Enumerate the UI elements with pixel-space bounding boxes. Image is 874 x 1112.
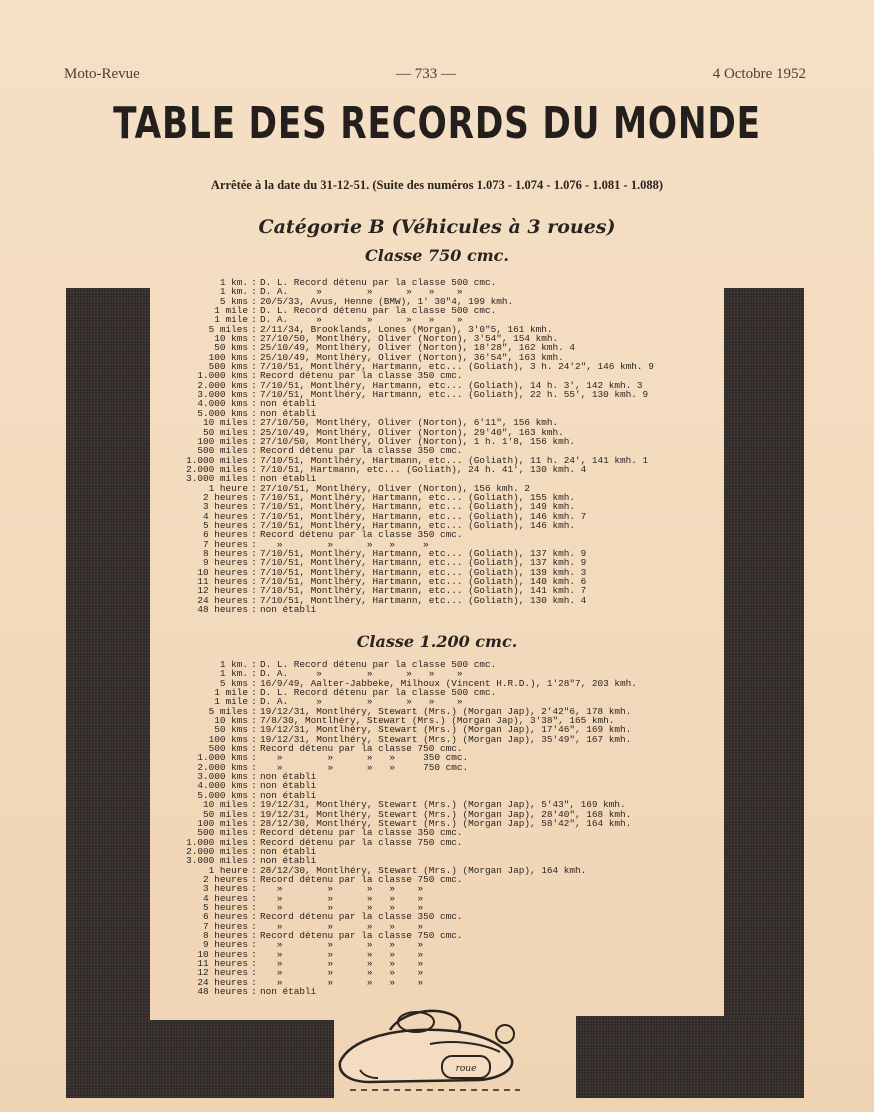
record-separator: : [251,901,257,913]
record-detail: 7/10/51, Montlhéry, Hartmann, etc... (Goliath), 11 h. 24', 141 kmh. 1 [260,454,649,466]
record-detail: » » » » » [260,538,429,550]
record-separator: : [251,677,257,689]
record-distance: 8 heures [202,547,248,559]
record-separator: : [251,789,257,801]
record-separator: : [251,547,257,559]
record-separator: : [251,761,257,773]
record-separator: : [251,445,257,457]
record-distance: 5 miles [208,323,248,335]
record-separator: : [251,958,257,969]
record-distance: 10 miles [202,417,248,429]
record-detail: 7/10/51, Montlhéry, Hartmann, etc... (Goliath), 146 kmh. [260,519,576,531]
record-detail: 7/10/51, Montlhéry, Hartmann, etc... (Goliath), 130 kmh. 4 [260,594,587,606]
record-separator: : [251,836,257,848]
record-detail: 7/10/51, Montlhéry, Hartmann, etc... (Goliath), 14 h. 3', 142 kmh. 3 [260,379,643,391]
page-title: TABLE DES RECORDS DU MONDE [113,98,761,149]
record-detail: 19/12/31, Montlhéry, Stewart (Mrs.) (Morgan Jap), 35'49", 167 kmh. [260,733,632,745]
record-detail: 20/5/33, Avus, Henne (BMW), 1' 30"4, 199 kmh. [260,295,514,307]
record-distance: 500 miles [197,445,248,457]
record-distance: 5 heures [202,901,248,913]
record-distance: 2.000 kms [197,761,248,773]
record-separator: : [251,426,257,438]
record-distance: 9 heures [202,557,248,569]
record-distance: 4 heures [202,510,248,522]
record-distance: 10 miles [202,799,248,811]
issue-date: 4 Octobre 1952 [712,66,806,82]
record-distance: 1 mile [214,305,248,317]
record-separator: : [251,845,257,857]
sidecar-icon [330,1000,530,1100]
record-separator: : [251,604,257,616]
classe-750-heading: Classe 750 cmc. [365,246,509,265]
record-detail: D. A. » » » » » [260,314,463,326]
record-detail: D. L. Record détenu par la classe 500 cmc. [260,305,497,317]
record-distance: 5 kms [219,295,248,307]
record-separator: : [251,780,257,792]
record-separator: : [251,510,257,522]
record-detail: 19/12/31, Montlhéry, Stewart (Mrs.) (Morgan Jap), 2'42"6, 178 kmh. [260,705,632,717]
record-detail: » » » » » [260,976,424,988]
record-distance: 1.000 miles [186,836,248,848]
record-separator: : [251,389,257,401]
record-distance: 1 km. [219,277,248,288]
record-detail: 27/10/51, Montlhéry, Oliver (Norton), 156 kmh. 2 [260,482,531,494]
record-distance: 24 heures [197,976,248,988]
record-distance: 1.000 kms [197,752,248,764]
record-distance: 3.000 miles [186,855,248,867]
record-distance: 1.000 kms [197,370,248,382]
record-separator: : [251,333,257,345]
record-detail: Record détenu par la classe 350 cmc. [260,911,463,923]
record-distance: 1 heure [208,482,248,494]
record-detail: non établi [260,473,317,485]
record-separator: : [251,557,257,569]
record-distance: 10 kms [214,715,248,727]
record-detail: 16/9/49, Aalter-Jabbeke, Milhoux (Vincent H.R.D.), 1'28"7, 203 kmh. [260,677,637,689]
record-separator: : [251,799,257,811]
classe-750-table [160,278,654,614]
record-distance: 12 heures [197,585,248,597]
record-detail: 28/12/30, Montlhéry, Stewart (Mrs.) (Morgan Jap), 164 kmh. [260,864,587,876]
frame-right-foot [576,1016,804,1098]
record-distance: 5.000 kms [197,789,248,801]
record-detail: 7/8/30, Montlhéry, Stewart (Mrs.) (Morgan Jap), 3'38", 165 kmh. [260,715,615,727]
record-separator: : [251,911,257,923]
record-distance: 2.000 miles [186,845,248,857]
record-detail: » » » » » [260,958,424,969]
record-separator: : [251,594,257,606]
record-distance: 3 heures [202,501,248,513]
record-detail: 7/10/51, Montlhéry, Hartmann, etc... (Goliath), 139 kmh. 3 [260,566,587,578]
record-detail: non établi [260,780,317,792]
record-distance: 2 heures [202,491,248,503]
record-distance: 50 miles [202,808,248,820]
record-detail: » » » » » [260,901,424,913]
record-detail: non établi [260,789,317,801]
record-detail: » » » » 350 cmc. [260,752,469,764]
record-separator: : [251,473,257,485]
record-distance: 3 heures [202,883,248,895]
classe-1200-table [160,660,637,996]
record-separator: : [251,305,257,317]
record-detail: non établi [260,398,317,410]
record-distance: 11 heures [197,576,248,587]
page-number: — 733 — [396,66,456,82]
record-separator: : [251,855,257,867]
record-detail: » » » » » [260,920,424,932]
record-distance: 5 kms [219,677,248,689]
record-detail: 27/10/50, Montlhéry, Oliver (Norton), 1 h. 1'8, 156 kmh. [260,435,576,447]
record-distance: 4.000 kms [197,780,248,792]
record-separator: : [251,295,257,307]
record-separator: : [251,929,257,941]
record-separator: : [251,417,257,429]
record-detail: Record détenu par la classe 350 cmc. [260,529,463,541]
frame-left-foot [66,1020,334,1098]
record-separator: : [251,370,257,382]
record-distance: 10 heures [197,948,248,960]
record-separator: : [251,482,257,494]
record-distance: 3.000 kms [197,771,248,783]
frame-right-bar [724,288,804,1098]
record-distance: 4.000 kms [197,398,248,410]
record-distance: 5 miles [208,705,248,717]
record-distance: 100 kms [208,351,248,363]
record-detail: D. A. » » » » » [260,696,463,708]
record-detail: 7/10/51, Montlhéry, Hartmann, etc... (Goliath), 141 kmh. 7 [260,585,587,597]
record-distance: 8 heures [202,929,248,941]
record-distance: 48 heures [197,604,248,616]
record-distance: 100 miles [197,435,248,447]
record-separator: : [251,529,257,541]
record-detail: 27/10/50, Montlhéry, Oliver (Norton), 3'54", 154 kmh. [260,333,559,345]
record-detail: non établi [260,855,317,867]
record-separator: : [251,883,257,895]
record-detail: 27/10/50, Montlhéry, Oliver (Norton), 6'11", 156 kmh. [260,417,559,429]
record-separator: : [251,724,257,736]
frame-left-bar [66,288,150,1098]
record-separator: : [251,351,257,363]
record-distance: 1 km. [219,659,248,670]
record-distance: 2.000 kms [197,379,248,391]
record-detail: non établi [260,407,317,419]
record-distance: 3.000 miles [186,473,248,485]
record-detail: non établi [260,986,317,998]
svg-text:roue: roue [455,1064,477,1074]
record-detail: D. A. » » » » » [260,668,463,680]
record-distance: 1 km. [219,286,248,298]
record-distance: 1 km. [219,668,248,680]
record-detail: Record détenu par la classe 350 cmc. [260,370,463,382]
record-distance: 50 kms [214,342,248,354]
record-detail: 19/12/31, Montlhéry, Stewart (Mrs.) (Morgan Jap), 28'40", 168 kmh. [260,808,632,820]
record-detail: 7/10/51, Montlhéry, Hartmann, etc... (Goliath), 137 kmh. 9 [260,557,587,569]
record-detail: 2/11/34, Brooklands, Lones (Morgan), 3'0"5, 161 kmh. [260,323,553,335]
record-distance: 48 heures [197,986,248,998]
record-separator: : [251,705,257,717]
record-distance: 500 kms [208,743,248,755]
record-separator: : [251,538,257,550]
record-separator: : [251,808,257,820]
record-separator: : [251,733,257,745]
page-header [64,66,806,86]
record-separator: : [251,585,257,597]
record-distance: 500 miles [197,827,248,839]
record-detail: 7/10/51, Montlhéry, Hartmann, etc... (Goliath), 149 kmh. [260,501,576,513]
record-detail: » » » » » [260,883,424,895]
record-separator: : [251,314,257,326]
record-distance: 4 heures [202,892,248,904]
record-separator: : [251,827,257,839]
record-detail: D. A. » » » » » [260,286,463,298]
record-separator: : [251,566,257,578]
record-separator: : [251,986,257,998]
record-separator: : [251,939,257,951]
record-distance: 7 heures [202,920,248,932]
record-detail: 7/10/51, Hartmann, etc... (Goliath), 24 h. 41', 130 kmh. 4 [260,463,587,475]
record-distance: 7 heures [202,538,248,550]
record-distance: 2.000 miles [186,463,248,475]
record-separator: : [251,398,257,410]
record-separator: : [251,491,257,503]
record-separator: : [251,463,257,475]
record-separator: : [251,407,257,419]
record-distance: 2 heures [202,873,248,885]
record-separator: : [251,379,257,391]
record-detail: » » » » » [260,967,424,979]
record-separator: : [251,892,257,904]
record-distance: 6 heures [202,529,248,541]
record-detail: » » » » » [260,892,424,904]
record-distance: 50 kms [214,724,248,736]
record-distance: 10 kms [214,333,248,345]
record-distance: 11 heures [197,958,248,969]
record-detail: 25/10/49, Montlhéry, Oliver (Norton), 29'40", 163 kmh. [260,426,564,438]
record-detail: 25/10/49, Montlhéry, Oliver (Norton), 18'28", 162 kmh. 4 [260,342,576,354]
record-separator: : [251,342,257,354]
record-separator: : [251,277,257,288]
record-distance: 1.000 miles [186,454,248,466]
record-separator: : [251,659,257,670]
record-separator: : [251,873,257,885]
record-detail: Record détenu par la classe 750 cmc. [260,929,463,941]
record-detail: non établi [260,845,317,857]
record-detail: 7/10/51, Montlhéry, Hartmann, etc... (Goliath), 3 h. 24'2", 146 kmh. 9 [260,361,654,373]
record-detail: 7/10/51, Montlhéry, Hartmann, etc... (Goliath), 146 kmh. 7 [260,510,587,522]
record-detail: 7/10/51, Montlhéry, Hartmann, etc... (Goliath), 140 kmh. 6 [260,576,587,587]
record-separator: : [251,948,257,960]
record-separator: : [251,696,257,708]
record-separator: : [251,501,257,513]
record-distance: 24 heures [197,594,248,606]
record-detail: 28/12/30, Montlhéry, Stewart (Mrs.) (Morgan Jap), 58'42", 164 kmh. [260,817,632,829]
record-row [160,605,654,614]
record-detail: Record détenu par la classe 750 cmc. [260,836,463,848]
record-distance: 100 miles [197,817,248,829]
record-distance: 1 mile [214,696,248,708]
record-separator: : [251,361,257,373]
record-detail: » » » » » [260,939,424,951]
record-detail: 19/12/31, Montlhéry, Stewart (Mrs.) (Morgan Jap), 17'46", 169 kmh. [260,724,632,736]
record-separator: : [251,817,257,829]
record-distance: 500 kms [208,361,248,373]
record-separator: : [251,976,257,988]
record-distance: 9 heures [202,939,248,951]
record-separator: : [251,454,257,466]
record-detail: 7/10/51, Montlhéry, Hartmann, etc... (Goliath), 22 h. 55', 130 kmh. 9 [260,389,649,401]
record-distance: 3.000 kms [197,389,248,401]
record-separator: : [251,519,257,531]
record-separator: : [251,435,257,447]
publication-name: Moto-Revue [64,66,140,82]
record-detail: » » » » » [260,948,424,960]
record-detail: non établi [260,604,317,616]
record-detail: non établi [260,771,317,783]
record-detail: D. L. Record détenu par la classe 500 cmc. [260,277,497,288]
record-separator: : [251,771,257,783]
page-subtitle: Arrêtée à la date du 31-12-51. (Suite des numéros 1.073 - 1.074 - 1.076 - 1.081 - 1.088) [210,178,664,192]
record-separator: : [251,576,257,587]
record-distance: 12 heures [197,967,248,979]
record-detail: D. L. Record détenu par la classe 500 cmc. [260,687,497,699]
record-separator: : [251,687,257,699]
record-detail: Record détenu par la classe 350 cmc. [260,445,463,457]
record-detail: Record détenu par la classe 750 cmc. [260,873,463,885]
record-distance: 1 mile [214,687,248,699]
record-detail: 7/10/51, Montlhéry, Hartmann, etc... (Goliath), 155 kmh. [260,491,576,503]
record-distance: 6 heures [202,911,248,923]
record-distance: 1 mile [214,314,248,326]
record-distance: 5.000 kms [197,407,248,419]
classe-1200-heading: Classe 1.200 cmc. [356,632,518,651]
record-separator: : [251,715,257,727]
record-separator: : [251,743,257,755]
record-detail: 25/10/49, Montlhéry, Oliver (Norton), 36'54", 163 kmh. [260,351,564,363]
record-distance: 5 heures [202,519,248,531]
category-heading: Catégorie B (Véhicules à 3 roues) [258,216,616,238]
record-separator: : [251,752,257,764]
record-detail: » » » » 750 cmc. [260,761,469,773]
record-detail: 7/10/51, Montlhéry, Hartmann, etc... (Goliath), 137 kmh. 9 [260,547,587,559]
record-separator: : [251,967,257,979]
record-separator: : [251,286,257,298]
record-detail: Record détenu par la classe 750 cmc. [260,743,463,755]
record-separator: : [251,864,257,876]
record-row [160,987,637,996]
record-distance: 100 kms [208,733,248,745]
record-separator: : [251,323,257,335]
record-separator: : [251,920,257,932]
record-detail: Record détenu par la classe 350 cmc. [260,827,463,839]
record-distance: 1 heure [208,864,248,876]
record-distance: 50 miles [202,426,248,438]
record-distance: 10 heures [197,566,248,578]
record-detail: D. L. Record détenu par la classe 500 cmc. [260,659,497,670]
record-detail: 19/12/31, Montlhéry, Stewart (Mrs.) (Morgan Jap), 5'43", 169 kmh. [260,799,626,811]
record-separator: : [251,668,257,680]
